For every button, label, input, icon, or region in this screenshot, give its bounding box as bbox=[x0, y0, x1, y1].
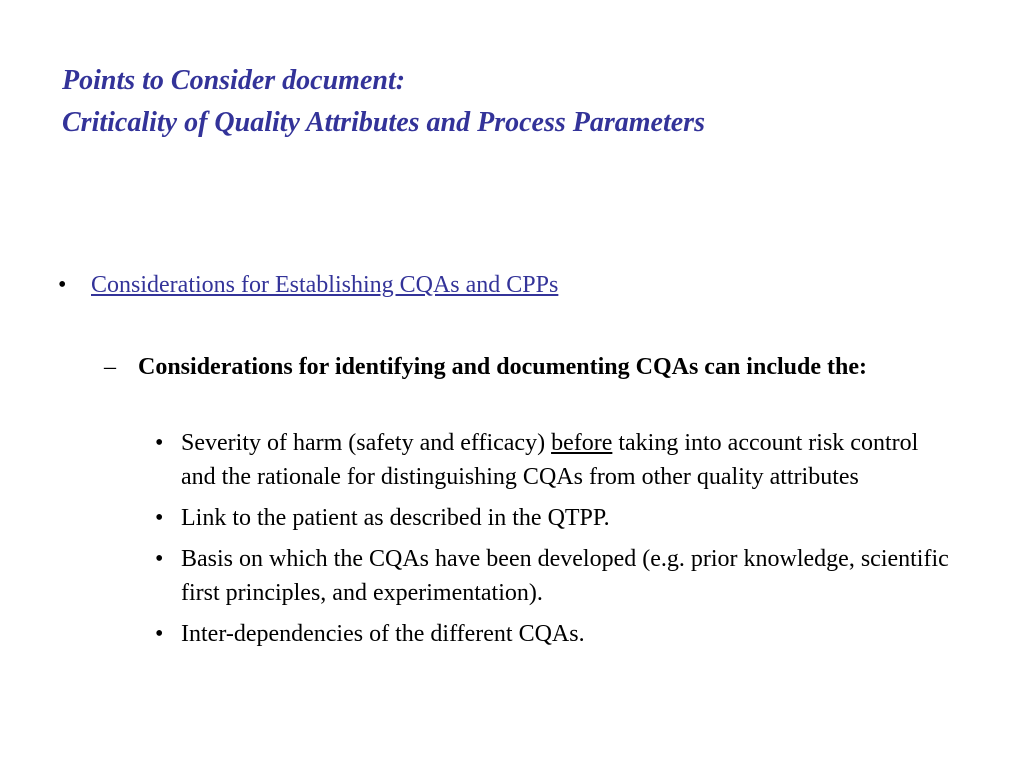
list-item-text: Link to the patient as described in the QTPP. bbox=[181, 505, 610, 531]
title-line-1: Points to Consider document: bbox=[62, 65, 406, 96]
bullet-considerations-link bbox=[58, 270, 558, 300]
bullet-marker: • bbox=[155, 505, 164, 531]
bullet-marker: • bbox=[58, 272, 67, 298]
bullet-marker: • bbox=[155, 430, 164, 456]
sub-bullet-text: Considerations for identifying and documenting CQAs can include the: bbox=[138, 354, 867, 380]
list-item-text bbox=[181, 426, 955, 494]
criteria-list bbox=[155, 426, 955, 658]
list-item-text: Basis on which the CQAs have been developed (e.g. prior knowledge, scientific first principles, and experimentation). bbox=[181, 546, 949, 606]
slide-title bbox=[62, 60, 705, 144]
considerations-link[interactable]: Considerations for Establishing CQAs and CPPs bbox=[91, 272, 559, 298]
item-text-end: taking into account risk control and the rationale for distinguishing CQAs from other quality attributes bbox=[181, 430, 919, 490]
underlined-word: before bbox=[551, 430, 613, 456]
dash-marker: – bbox=[104, 354, 116, 380]
list-item bbox=[155, 617, 955, 651]
list-item bbox=[155, 542, 955, 610]
title-line-2: Criticality of Quality Attributes and Process Parameters bbox=[62, 107, 705, 138]
bullet-marker: • bbox=[155, 621, 164, 647]
bullet-marker: • bbox=[155, 546, 164, 572]
item-text-start: Severity of harm (safety and efficacy) bbox=[181, 430, 552, 456]
list-item bbox=[155, 501, 955, 535]
list-item bbox=[155, 426, 955, 494]
sub-bullet-considerations bbox=[104, 351, 964, 384]
list-item-text: Inter-dependencies of the different CQAs. bbox=[181, 621, 585, 647]
